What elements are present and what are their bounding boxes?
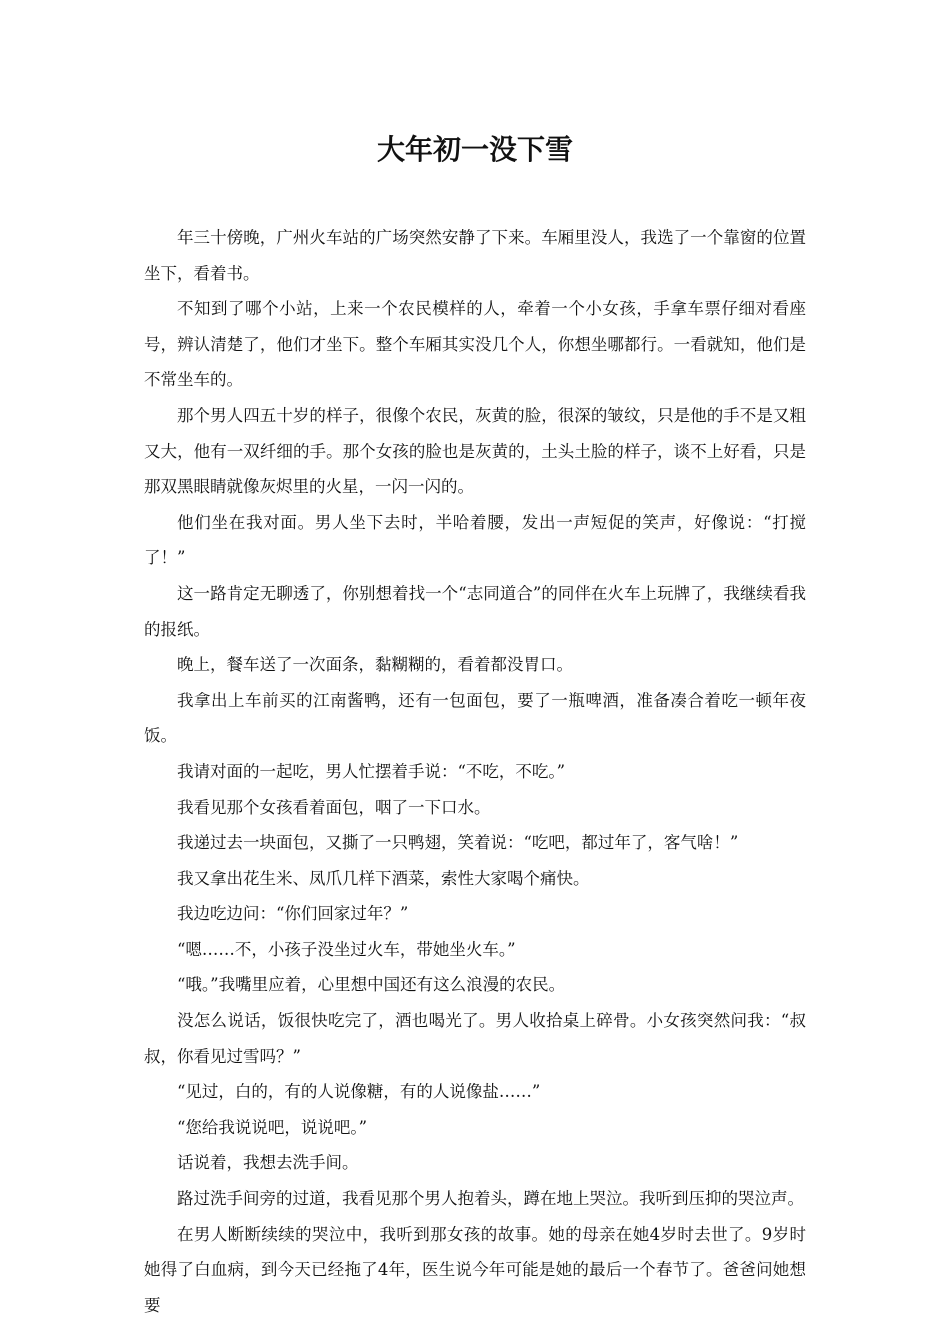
paragraph: 他们坐在我对面。男人坐下去时，半哈着腰，发出一声短促的笑声，好像说：“打搅了！” [144,512,806,568]
paragraph: 我边吃边问：“你们回家过年？” [177,904,409,924]
paragraph: 那个男人四五十岁的样子，很像个农民，灰黄的脸，很深的皱纹，只是他的手不是又粗又大，他有一双纤细的手。那个女孩的脸也是灰黄的，土头土脸的样子，谈不上好看，只是那双黑眼睛就像灰烬里的火星，一闪一闪的。 [144,405,806,497]
paragraph: 我递过去一块面包，又撕了一只鸭翅，笑着说：“吃吧，都过年了，客气啥！” [177,833,739,853]
paragraph: 我看见那个女孩看着面包，咽了一下口水。 [177,797,491,817]
document-title: 大年初一没下雪 [376,133,573,166]
paragraph: 这一路肯定无聊透了，你别想着找一个“志同道合”的同伴在火车上玩牌了，我继续看我的报纸。 [144,583,806,639]
paragraph: 路过洗手间旁的过道，我看见那个男人抱着头，蹲在地上哭泣。我听到压抑的哭泣声。 [177,1189,804,1209]
paragraph: “嗯……不，小孩子没坐过火车，带她坐火车。” [177,939,516,959]
paragraph: 没怎么说话，饭很快吃完了，酒也喝光了。男人收拾桌上碎骨。小女孩突然问我：“叔叔，你看见过雪吗？” [144,1011,806,1066]
paragraph: 在男人断断续续的哭泣中，我听到那女孩的故事。她的母亲在她4岁时去世了。9岁时她得了白血病，到今天已经拖了4年，医生说今年可能是她的最后一个春节了。爸爸问她想要 [144,1224,806,1315]
paragraph: 不知到了哪个小站，上来一个农民模样的人，牵着一个小女孩，手拿车票仔细对看座号，辨认清楚了，他们才坐下。整个车厢其实没几个人，你想坐哪都行。一看就知，他们是不常坐车的。 [144,299,806,390]
paragraph: 我又拿出花生米、凤爪几样下酒菜，索性大家喝个痛快。 [177,868,590,888]
paragraph: 我拿出上车前买的江南酱鸭，还有一包面包，要了一瓶啤酒，准备凑合着吃一顿年夜饭。 [144,690,806,746]
document-body [144,220,806,1323]
paragraph: “见过，白的，有的人说像糖，有的人说像盐……” [177,1082,541,1102]
paragraph: 我请对面的一起吃，男人忙摆着手说：“不吃，不吃。” [177,761,566,781]
paragraph: 话说着，我想去洗手间。 [177,1153,359,1173]
paragraph: 年三十傍晚，广州火车站的广场突然安静了下来。车厢里没人，我选了一个靠窗的位置坐下，看着书。 [144,228,806,283]
paragraph: “哦。”我嘴里应着，心里想中国还有这么浪漫的农民。 [177,975,566,995]
paragraph: 晚上，餐车送了一次面条，黏糊糊的，看着都没胃口。 [177,655,573,675]
paragraph: “您给我说说吧，说说吧。” [177,1117,368,1137]
